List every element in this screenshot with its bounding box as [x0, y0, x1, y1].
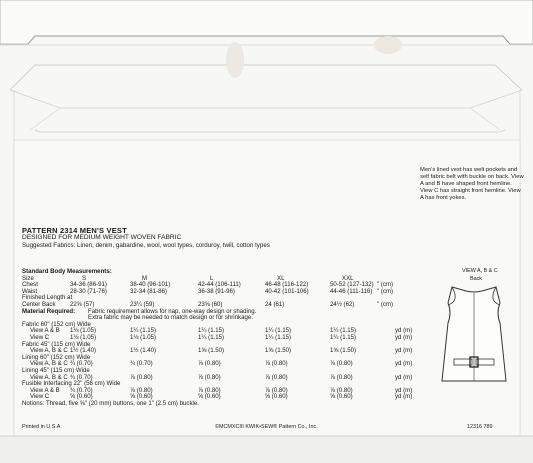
material-value: 1⅝ (1.50) [265, 347, 292, 355]
material-heading: Material Required: [22, 307, 76, 315]
material-label: Fabric 60" (152 cm) Wide [22, 320, 91, 328]
table-heading: Standard Body Measurements: [22, 268, 112, 275]
material-value: ⅝ (0.60) [330, 393, 353, 401]
material-label: View A, B & C [30, 373, 68, 381]
printed-in: Printed in U.S.A [22, 424, 61, 430]
material-value: 1½ (1.40) [130, 347, 157, 355]
unit-label: yd (m) [395, 347, 413, 355]
measurement-label: Chest [22, 281, 38, 289]
measurement-value: 24½ (62) [330, 301, 355, 308]
material-value: 1⅝ (1.50) [330, 347, 357, 355]
material-value: ¾ (0.70) [130, 360, 153, 368]
suggested-fabrics: Suggested Fabrics: Linen, denim, gabardine, wool, wool types, corduroy, twill, cotton types [22, 242, 270, 249]
unit-label: yd (m) [395, 393, 413, 401]
material-value: ¾ (0.70) [70, 386, 93, 394]
size-header: S [82, 274, 87, 282]
size-header: M [142, 274, 148, 282]
material-value: ⅞ (0.80) [265, 386, 288, 394]
measurement-value: 42-44 (106-111) [198, 281, 241, 289]
notions: Notions: Thread, five ⅝" (20 mm) buttons, one 1" (2.5 cm) buckle. [22, 400, 199, 407]
measurement-value: 23¼ (59) [130, 301, 155, 308]
material-value: ⅝ (0.60) [198, 393, 221, 401]
material-value: 1¼ (1.15) [330, 327, 357, 335]
measurement-value: 36-38 (91-96) [198, 287, 235, 295]
measurement-label: Center Back [22, 301, 56, 308]
material-value: ⅞ (0.80) [198, 373, 221, 381]
material-value: ⅞ (0.80) [265, 360, 288, 368]
material-value: ⅞ (0.80) [198, 386, 221, 394]
material-label: View C [30, 334, 50, 341]
material-value: ⅞ (0.80) [198, 360, 221, 368]
measurement-label: Waist [22, 287, 38, 295]
view-sub-label: Back [470, 276, 482, 282]
material-label: View C [30, 393, 50, 401]
unit-label: yd (m) [395, 327, 413, 335]
unit-label: yd (m) [395, 386, 413, 394]
measurement-value: 22⅝ (57) [70, 301, 95, 308]
unit-label: " (cm) [377, 281, 394, 289]
material-label: View A, B & C [30, 360, 68, 368]
material-value: 1⅝ (1.50) [198, 347, 225, 355]
material-value: 1⅛ (1.05) [130, 334, 157, 341]
measurement-value: 28-30 (71-76) [70, 287, 107, 295]
material-value: ¾ (0.70) [70, 360, 93, 368]
copyright: ©MCMXCIII KWIK•SEW® Pattern Co., Inc. [215, 424, 318, 430]
material-label: Lining 45" (115 cm) Wide [22, 367, 90, 374]
vest-back-drawing [434, 283, 514, 388]
measurement-value: 40-42 (101-106) [265, 287, 309, 295]
material-value: ⅞ (0.80) [330, 360, 353, 368]
measurement-value: 34-36 (86-91) [70, 281, 107, 289]
measurement-value: 32-34 (81-86) [130, 287, 167, 295]
view-label: VIEW A, B & C [462, 268, 498, 274]
material-value: ⅞ (0.80) [130, 373, 153, 381]
unit-label: yd (m) [395, 360, 413, 368]
size-header: L [210, 274, 214, 282]
unit-label: yd (m) [395, 334, 413, 341]
material-value: ⅞ (0.80) [330, 386, 353, 394]
material-value: 1¼ (1.15) [198, 327, 225, 335]
material-value: 1½ (1.40) [70, 347, 97, 355]
material-note: Extra fabric may be needed to match design or for shrinkage. [88, 314, 253, 322]
measurement-value: 38-40 (96-101) [130, 281, 171, 289]
size-header: XXL [342, 274, 354, 282]
material-label: View A, B & C [30, 347, 68, 355]
size-label: Size [22, 274, 34, 282]
measurement-label: Finished Length at [22, 294, 73, 302]
material-value: 1¼ (1.15) [330, 334, 357, 341]
material-value: ⅝ (0.60) [265, 393, 288, 401]
material-value: ⅞ (0.80) [330, 373, 353, 381]
unit-label: " (cm) [377, 301, 394, 308]
size-header: XL [277, 274, 285, 282]
pattern-title: PATTERN 2314 MEN'S VEST [22, 226, 127, 235]
material-value: ⅞ (0.80) [265, 373, 288, 381]
measurement-value: 46-48 (116-122) [265, 281, 309, 289]
material-note: Fabric requirement allows for nap, one-way design or shading. [88, 307, 257, 315]
pattern-subtitle: DESIGNED FOR MEDIUM WEIGHT WOVEN FABRIC [22, 234, 182, 241]
material-label: Lining 60" (152 cm) Wide [22, 353, 91, 361]
material-label: Fabric 45" (115 cm) Wide [22, 340, 91, 348]
material-value: ⅝ (0.60) [70, 393, 93, 401]
material-value: ⅝ (0.60) [130, 393, 153, 401]
material-value: 1⅛ (1.05) [70, 334, 97, 341]
material-value: 1¼ (1.15) [130, 327, 157, 335]
material-value: 1¼ (1.15) [198, 334, 225, 341]
measurement-value: 44-46 (111-116) [330, 287, 373, 295]
material-value: ⅞ (0.80) [130, 386, 153, 394]
pattern-description: Men's lined vest has welt pockets and self fabric belt with buckle on back. View A and B have shaped front hemline. View C has straight front hemline. View A has front yokes. [420, 167, 524, 201]
material-value: 1¼ (1.15) [265, 334, 292, 341]
measurement-value: 24 (61) [265, 301, 285, 308]
pattern-code: 12316 789 [467, 424, 493, 430]
measurement-value: 23⅝ (60) [198, 301, 223, 308]
material-value: 1¼ (1.15) [265, 327, 292, 335]
material-value: ¾ (0.70) [70, 373, 93, 381]
measurement-value: 50-52 (127-132) [330, 281, 374, 289]
unit-label: " (cm) [377, 287, 394, 295]
material-label: View A & B [30, 327, 60, 335]
unit-label: yd (m) [395, 373, 413, 381]
material-label: Fusible Interfacing 22" (56 cm) Wide [22, 380, 121, 388]
material-value: 1⅛ (1.05) [70, 327, 97, 335]
material-label: View A & B [30, 386, 60, 394]
